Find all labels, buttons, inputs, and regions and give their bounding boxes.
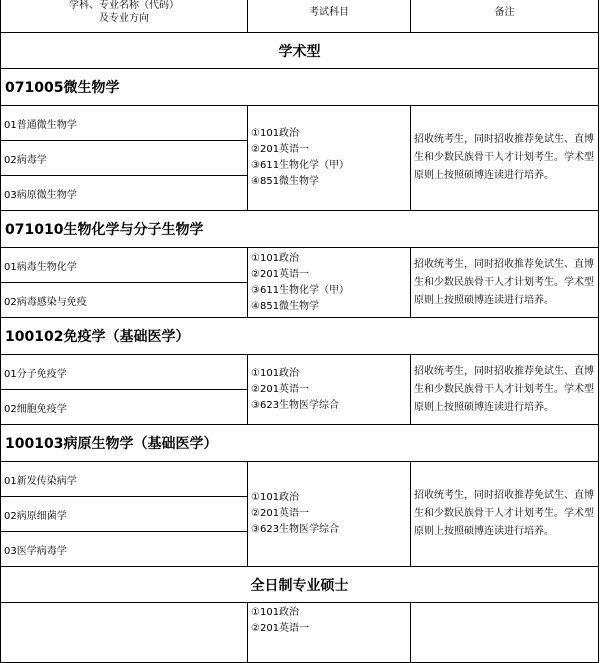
exam-subject: ④851微生物学 xyxy=(251,176,320,187)
header-major-line1: 学科、专业名称（代码） xyxy=(69,0,179,11)
direction-item: 02病毒感染与免疫 xyxy=(1,283,248,318)
remarks-cell: 招收统考生，同时招收推荐免试生、直博生和少数民族骨干人才计划考生。学术型原则上按照硕博连读进行培养。 xyxy=(411,106,599,211)
exam-subject: ③611生物化学（甲） xyxy=(251,160,350,171)
exam-subject: ②201英语一 xyxy=(251,508,310,519)
remarks-cell xyxy=(411,603,599,663)
direction-item: 01病毒生物化学 xyxy=(1,248,248,283)
exam-subject: ②201英语一 xyxy=(251,623,310,634)
major-title: 100103病原生物学（基础医学） xyxy=(1,425,599,462)
direction-item: 01分子免疫学 xyxy=(1,355,248,390)
exam-subject: ②201英语一 xyxy=(251,144,310,155)
header-row xyxy=(1,0,599,33)
exam-subject: ④851微生物学 xyxy=(251,300,320,312)
direction-item: 01新发传染病学 xyxy=(1,462,248,497)
direction-item xyxy=(1,603,248,663)
exam-subject: ①101政治 xyxy=(251,367,300,379)
header-notes: 备注 xyxy=(411,0,599,33)
header-subjects: 考试科目 xyxy=(248,0,411,33)
major-title-row xyxy=(1,69,599,106)
direction-item: 02病原细菌学 xyxy=(1,497,248,532)
exam-subject: ③611生物化学（甲） xyxy=(251,284,350,296)
exam-subject: ③623生物医学综合 xyxy=(251,524,340,535)
exam-subject: ①101政治 xyxy=(251,607,300,618)
header-major-line2: 及专业方向 xyxy=(99,13,149,24)
direction-item: 01普通微生物学 xyxy=(1,106,248,141)
major-title-row xyxy=(1,425,599,462)
major-title-row xyxy=(1,318,599,355)
exam-subject: ①101政治 xyxy=(251,128,300,139)
direction-item: 02病毒学 xyxy=(1,141,248,176)
major-title: 071010生物化学与分子生物学 xyxy=(1,211,599,248)
exam-subject: ③623生物医学综合 xyxy=(251,399,340,411)
major-title: 071005微生物学 xyxy=(1,69,599,106)
major-title: 100102免疫学（基础医学） xyxy=(1,318,599,355)
exam-subject: ①101政治 xyxy=(251,492,300,503)
section-row-academic xyxy=(1,33,599,69)
exam-subjects-cell xyxy=(248,248,411,318)
remarks-cell: 招收统考生，同时招收推荐免试生、直博生和少数民族骨干人才计划考生。学术型原则上按照硕博连读进行培养。 xyxy=(411,355,599,425)
section-title-academic: 学术型 xyxy=(1,33,599,69)
remarks-cell: 招收统考生，同时招收推荐免试生、直博生和少数民族骨干人才计划考生。学术型原则上按照硕博连读进行培养。 xyxy=(411,462,599,567)
exam-subject: ②201英语一 xyxy=(251,268,310,280)
section-row-fulltime xyxy=(1,567,599,603)
exam-subjects-cell xyxy=(248,355,411,425)
remarks-cell: 招收统考生，同时招收推荐免试生、直博生和少数民族骨干人才计划考生。学术型原则上按照硕博连读进行培养。 xyxy=(411,248,599,318)
direction-item: 02细胞免疫学 xyxy=(1,390,248,425)
exam-subjects-cell xyxy=(248,603,411,663)
direction-item: 03医学病毒学 xyxy=(1,532,248,567)
section-title-fulltime: 全日制专业硕士 xyxy=(1,567,599,603)
major-title-row xyxy=(1,211,599,248)
exam-subject: ②201英语一 xyxy=(251,383,310,395)
header-major-cell xyxy=(1,0,248,33)
exam-subjects-cell xyxy=(248,462,411,567)
direction-item: 03病原微生物学 xyxy=(1,176,248,211)
exam-subject: ①101政治 xyxy=(251,252,300,264)
exam-subjects-cell xyxy=(248,106,411,211)
